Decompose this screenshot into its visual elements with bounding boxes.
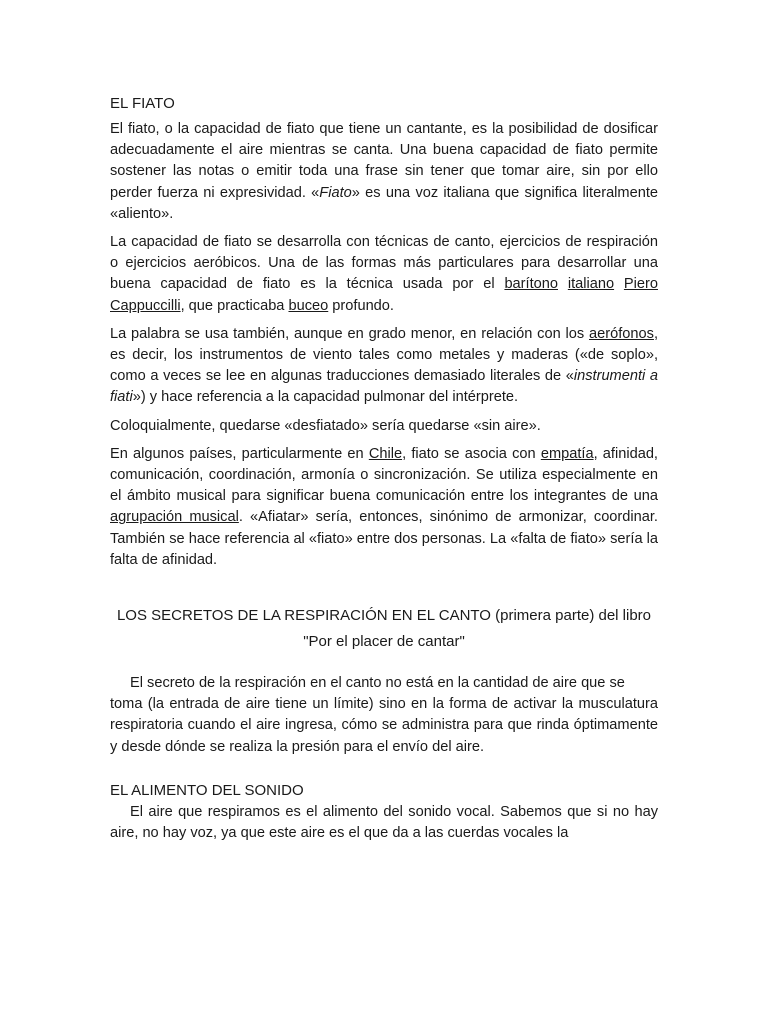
p5-text-b: , fiato se asocia con [402, 445, 541, 462]
link-empatia[interactable]: empatía [540, 445, 594, 462]
link-baritono[interactable]: barítono [504, 276, 558, 293]
paragraph-4: Coloquialmente, quedarse «desfiatado» sería quedarse «sin aire». [110, 417, 541, 434]
p5-text-c: , afinidad, comunicación, coordinación, armonía o sincronización. Se utiliza especialmente en el ámbito musical para significar buena comunicación entre los integrantes de una [110, 445, 658, 505]
p3-text-b: , es decir, los instrumentos de viento tales como metales y maderas («de soplo», como a veces se lee en algunas traducciones demasiado literales de « [110, 325, 658, 385]
paragraph-6-rest: toma (la entrada de aire tiene un límite) sino en la forma de activar la musculatura respiratoria cuando el aire ingresa, cómo se administra para que rinda óptimamente y desde dónde se realiza la presión para el envío del aire. [110, 696, 658, 755]
p1-text-a: El fiato, o la capacidad de fiato que tiene un cantante, es la posibilidad de dosificar adecuadamente el aire mientras se canta. Una buena capacidad de fiato permite sostener las notas o emitir toda una frase sin tener que tomar aire, sin por ello perder fuerza ni expresividad. « [110, 121, 658, 201]
p3-italic: instrumenti a fiati [110, 368, 658, 406]
text-column [110, 93, 658, 844]
p3-text-a: La palabra se usa también, aunque en grado menor, en relación con los [110, 325, 590, 342]
link-aerofonos[interactable]: aerófonos [589, 325, 654, 342]
paragraph-3 [110, 324, 658, 409]
link-chile[interactable]: Chile [368, 445, 403, 462]
paragraph-1 [110, 119, 658, 225]
p1-text-c: » es una voz italiana que significa literalmente «aliento». [110, 184, 658, 222]
p2-text-a: La capacidad de fiato se desarrolla con técnicas de canto, ejercicios de respiración o ejercicios aeróbicos. Una de las formas más particulares para desarrollar una buena capacidad de fiato es la técnica usada por el [110, 234, 658, 293]
heading-alimento-del-sonido: EL ALIMENTO DEL SONIDO [110, 781, 304, 799]
link-italiano[interactable]: italiano [567, 276, 615, 293]
link-piero-cappuccilli[interactable]: Piero Cappuccilli [110, 276, 658, 314]
paragraph-2 [110, 232, 658, 317]
p3-text-c: ») y hace referencia a la capacidad pulmonar del intérprete. [132, 389, 519, 406]
link-agrupacion-musical[interactable]: agrupación musical [110, 509, 239, 526]
paragraph-6-first-line: El secreto de la respiración en el canto no está en la cantidad de aire que se [130, 675, 625, 692]
paragraph-7: El aire que respiramos es el alimento del sonido vocal. Sabemos que si no hay aire, no hay voz, ya que este aire es el que da a las cuerdas vocales la [110, 803, 658, 842]
section-title-line-2: "Por el placer de cantar" [303, 633, 465, 651]
p5-text-a: En algunos países, particularmente en [110, 445, 369, 462]
p2-text-c: profundo. [328, 297, 394, 314]
p1-italic: Fiato [319, 184, 352, 201]
link-buceo[interactable]: buceo [288, 297, 329, 314]
paragraph-5 [110, 444, 658, 571]
p2-text-b: , que practicaba [180, 297, 289, 314]
section-title-line-1: LOS SECRETOS DE LA RESPIRACIÓN EN EL CANTO (primera parte) del libro [116, 607, 652, 625]
heading-el-fiato: EL FIATO [110, 95, 175, 112]
section-title [110, 603, 658, 655]
p5-text-d: . «Afiatar» sería, entonces, sinónimo de armonizar, coordinar. También se hace referencia al «fiato» entre dos personas. La «falta de fiato» sería la falta de afinidad. [110, 509, 658, 568]
